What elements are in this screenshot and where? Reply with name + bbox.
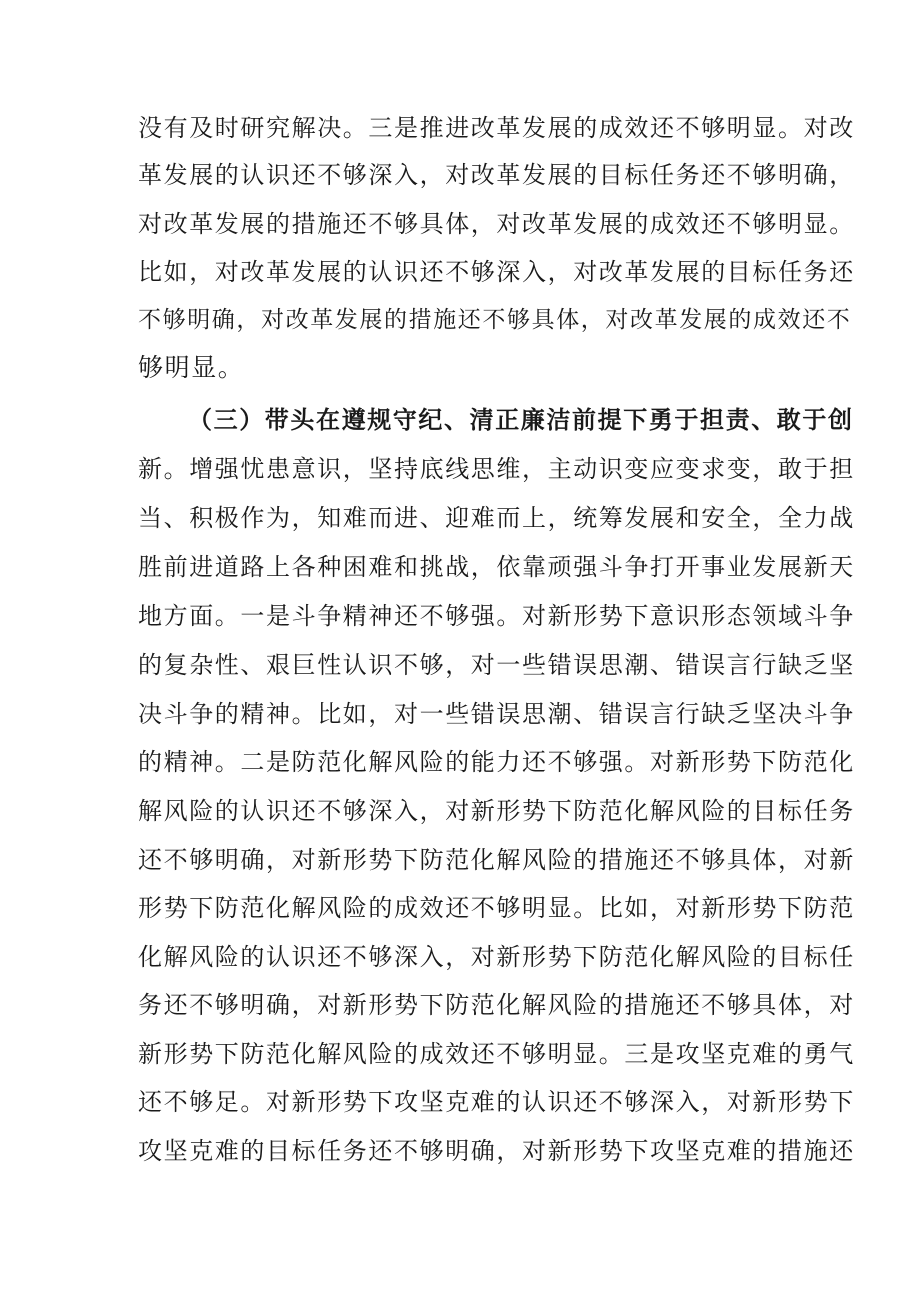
- text-line: 革发展的认识还不够深入，对改革发展的目标任务还不够明确，: [138, 161, 855, 189]
- text-line: 化解风险的认识还不够深入，对新形势下防范化解风险的目标任: [138, 943, 855, 971]
- text-line: 攻坚克难的目标任务还不够明确，对新形势下攻坚克难的措施还: [138, 1137, 855, 1165]
- text-line: 地方面。一是斗争精神还不够强。对新形势下意识形态领域斗争: [138, 602, 855, 630]
- text-line: 解风险的认识还不够深入，对新形势下防范化解风险的目标任务: [138, 797, 855, 825]
- text-line: 还不够明确，对新形势下防范化解风险的措施还不够具体，对新: [138, 846, 855, 874]
- text-line: 的复杂性、艰巨性认识不够，对一些错误思潮、错误言行缺乏坚: [138, 651, 855, 679]
- text-line: 务还不够明确，对新形势下防范化解风险的措施还不够具体，对: [138, 991, 855, 1019]
- text-line: 比如，对改革发展的认识还不够深入，对改革发展的目标任务还: [138, 258, 855, 286]
- text-line: 胜前进道路上各种困难和挑战，依靠顽强斗争打开事业发展新天: [138, 553, 855, 581]
- text-line: 新形势下防范化解风险的成效还不够明显。三是攻坚克难的勇气: [138, 1040, 855, 1068]
- section-heading: （三）带头在遵规守纪、清正廉洁前提下勇于担责、敢于创: [188, 405, 854, 434]
- text-line: 形势下防范化解风险的成效还不够明显。比如，对新形势下防范: [138, 894, 855, 922]
- text-line: 对改革发展的措施还不够具体，对改革发展的成效还不够明显。: [138, 210, 855, 238]
- text-line: 够明显。: [138, 353, 245, 382]
- text-line: 不够明确，对改革发展的措施还不够具体，对改革发展的成效还不: [138, 307, 852, 333]
- text-line: 还不够足。对新形势下攻坚克难的认识还不够深入，对新形势下: [138, 1088, 855, 1116]
- text-line: 的精神。二是防范化解风险的能力还不够强。对新形势下防范化: [138, 748, 855, 776]
- text-line: 新。增强忧患意识，坚持底线思维，主动识变应变求变，敢于担: [138, 455, 855, 483]
- text-line: 当、积极作为，知难而进、迎难而上，统筹发展和安全，全力战: [138, 504, 855, 532]
- text-line: 决斗争的精神。比如，对一些错误思潮、错误言行缺乏坚决斗争: [138, 700, 855, 728]
- text-line: 没有及时研究解决。三是推进改革发展的成效还不够明显。对改: [138, 114, 855, 142]
